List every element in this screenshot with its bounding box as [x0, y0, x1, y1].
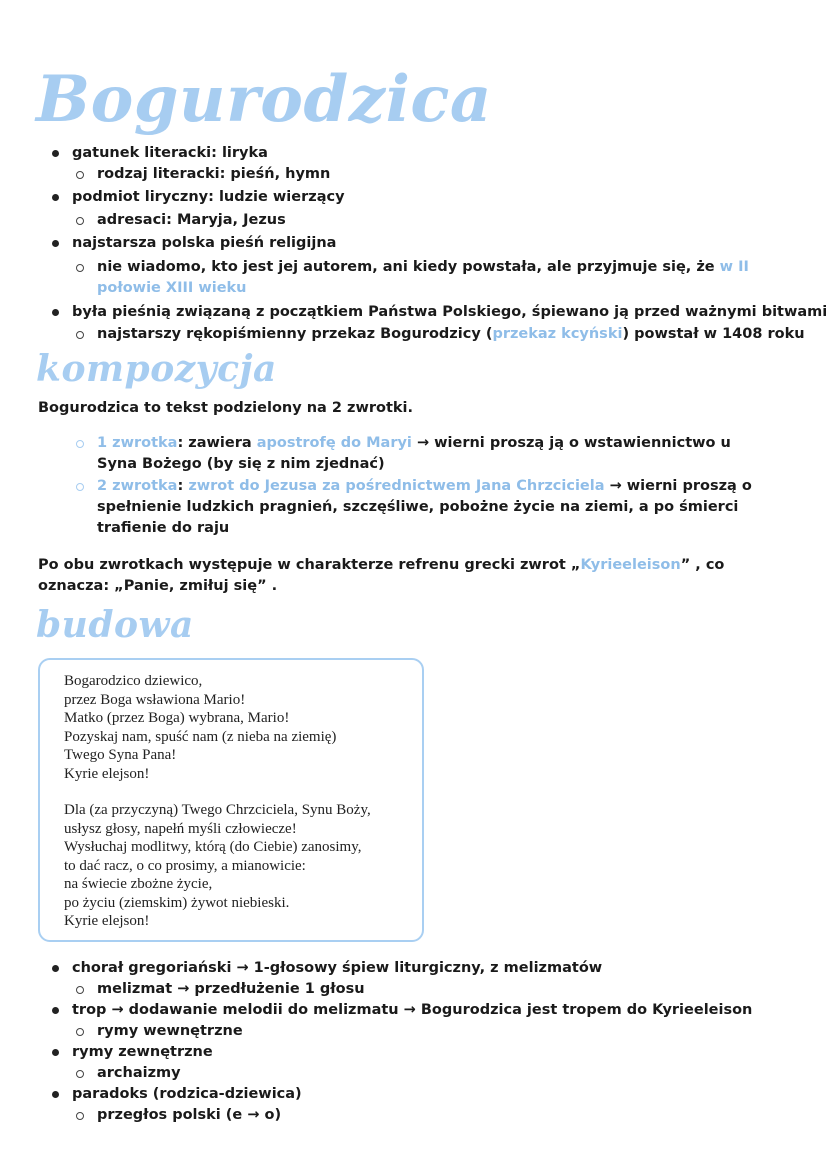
- list-item: [0, 476, 828, 539]
- stanza-gap: [64, 783, 422, 801]
- highlight-text: przekaz kcyński: [492, 326, 623, 342]
- highlight-text: 2 zwrotka: [97, 478, 178, 494]
- poem-line: Pozyskaj nam, spuść nam (z nieba na ziemię): [64, 728, 337, 745]
- highlight-text: apostrofę do Maryi: [256, 435, 412, 451]
- poem-line: Matko (przez Boga) wybrana, Mario!: [64, 710, 290, 726]
- highlight-text: 1 zwrotka: [97, 435, 178, 451]
- list-item: była pieśnią związaną z początkiem Państwa Polskiego, śpiewano ją przed ważnymi bitwami: [0, 302, 828, 323]
- list-item: rymy wewnętrzne: [0, 1021, 828, 1042]
- list-item: archaizmy: [0, 1063, 828, 1084]
- list-item: trop → dodawanie melodii do melizmatu → Bogurodzica jest tropem do Kyrieeleison: [0, 1000, 828, 1021]
- poem-line: Dla (za przyczyną) Twego Chrzciciela, Synu Boży,: [64, 802, 371, 818]
- page-title: Bogurodzica: [36, 62, 492, 137]
- section-heading-structure: budowa: [36, 604, 194, 646]
- list-item: [0, 257, 828, 299]
- list-item: [0, 433, 828, 475]
- text-fragment: : zawiera: [177, 435, 257, 451]
- intro-list: [0, 143, 828, 345]
- text-fragment: ” , co oznacza: „Panie, zmiłuj się” .: [38, 557, 725, 594]
- composition-lead: Bogurodzica to tekst podzielony na 2 zwrotki.: [38, 400, 414, 416]
- poem-line: to dać racz, o co prosimy, a mianowicie:: [64, 857, 306, 874]
- highlight-text: zwrot do Jezusa za pośrednictwem Jana Chrzciciela: [188, 478, 605, 494]
- poem-line: Twego Syna Pana!: [64, 747, 177, 763]
- list-item: [0, 324, 828, 345]
- poem-line: przez Boga wsławiona Mario!: [64, 691, 246, 708]
- list-item: podmiot liryczny: ludzie wierzący: [0, 187, 828, 208]
- highlight-text: w II połowie XIII wieku: [97, 259, 749, 296]
- composition-section: [0, 398, 828, 597]
- poem-line: po życiu (ziemskim) żywot niebieski.: [64, 894, 290, 911]
- list-item: adresaci: Maryja, Jezus: [0, 210, 828, 231]
- list-item: rodzaj literacki: pieśń, hymn: [0, 164, 828, 185]
- list-item: melizmat → przedłużenie 1 głosu: [0, 979, 828, 1000]
- poem-box: [38, 658, 424, 942]
- list-item: gatunek literacki: liryka: [0, 143, 828, 164]
- text-fragment: → wierni proszą o spełnienie ludzkich pragnień, szczęśliwe, pobożne życie na ziemi, a po śmierci trafienie do raju: [97, 478, 752, 536]
- poem-line: Bogarodzico dziewico,: [64, 673, 203, 689]
- list-item: przegłos polski (e → o): [0, 1105, 828, 1126]
- poem-line: Kyrie elejson!: [64, 765, 150, 782]
- structure-list: [0, 958, 828, 1126]
- list-item: paradoks (rodzica-dziewica): [0, 1084, 828, 1105]
- poem-line: usłysz głosy, napełń myśli człowiecze!: [64, 820, 297, 837]
- poem-line: na świecie zbożne życie,: [64, 876, 213, 892]
- list-item: najstarsza polska pieśń religijna: [0, 233, 828, 254]
- list-item: rymy zewnętrzne: [0, 1042, 828, 1063]
- text-fragment: → wierni proszą ją o wstawiennictwo u Syna Bożego (by się z nim zjednać): [97, 435, 731, 472]
- list-item: chorał gregoriański → 1-głosowy śpiew liturgiczny, z melizmatów: [0, 958, 828, 979]
- text-fragment: :: [177, 478, 189, 494]
- text-fragment: nie wiadomo, kto jest jej autorem, ani kiedy powstała, ale przyjmuje się, że: [97, 259, 720, 275]
- highlight-text: Kyrieeleison: [580, 557, 681, 573]
- poem-line: Wysłuchaj modlitwy, którą (do Ciebie) zanosimy,: [64, 839, 362, 855]
- text-fragment: Po obu zwrotkach występuje w charakterze refrenu grecki zwrot „: [38, 557, 581, 573]
- poem-line: Kyrie elejson!: [64, 913, 150, 929]
- text-fragment: ) powstał w 1408 roku: [622, 326, 805, 342]
- refrain-note: [0, 555, 828, 597]
- text-fragment: najstarszy rękopiśmienny przekaz Bogurodzicy (: [97, 326, 493, 342]
- section-heading-composition: kompozycja: [36, 348, 277, 390]
